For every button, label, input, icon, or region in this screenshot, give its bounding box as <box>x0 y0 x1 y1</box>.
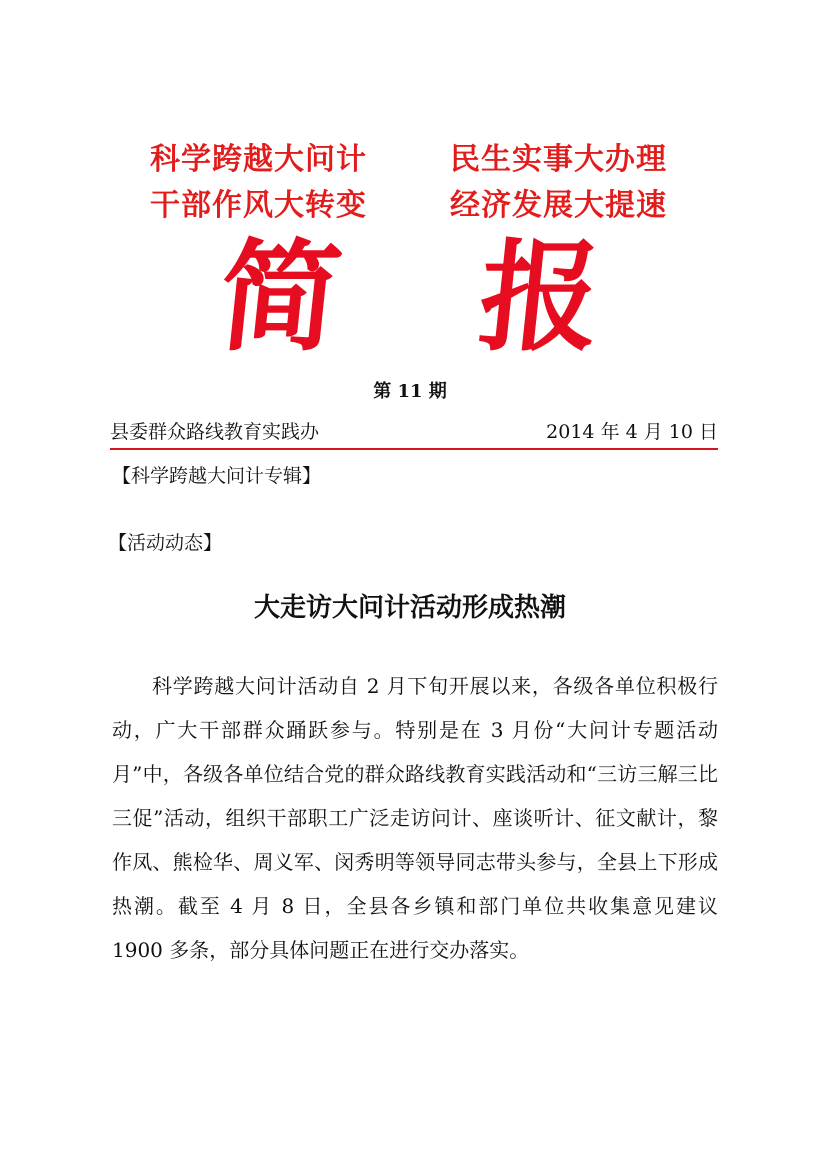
special-topic: 【科学跨越大问计专辑】 <box>112 465 322 487</box>
issuer: 县委群众路线教育实践办 <box>110 421 320 443</box>
masthead <box>0 228 820 368</box>
issue-number: 第 11 期 <box>373 381 447 402</box>
slogan-left-1: 科学跨越大问计 <box>150 142 367 177</box>
masthead-char-jian: 简 <box>212 227 348 368</box>
slogan-right-1: 民生实事大办理 <box>450 142 667 177</box>
slogan-right-2: 经济发展大提速 <box>450 188 667 223</box>
issuer-row <box>110 418 718 446</box>
article-title: 大走访大问计活动形成热潮 <box>253 593 566 623</box>
slogan-block <box>150 140 710 226</box>
masthead-char-bao: 报 <box>472 227 608 368</box>
issue-date: 2014 年 4 月 10 日 <box>546 421 718 443</box>
slogan-left-2: 干部作风大转变 <box>150 188 367 223</box>
red-divider <box>110 448 718 450</box>
section-tag: 【活动动态】 <box>108 532 223 554</box>
article-body: 科学跨越大问计活动自 2 月下旬开展以来，各级各单位积极行动，广大干部群众踊跃参与。特别是在 3 月份“大问计专题活动月”中，各级各单位结合党的群众路线教育实践活动和“三访三解三比三促”活动，组织干部职工广泛走访问计、座谈听计、征文献计，黎作凤、熊检华、周义军、闵秀明等领导同志带头参与，全县上下形成热潮。截至 4 月 8 日，全县各乡镇和部门单位共收集意见建议 1900 多条，部分具体问题正在进行交办落实。 <box>112 674 718 962</box>
